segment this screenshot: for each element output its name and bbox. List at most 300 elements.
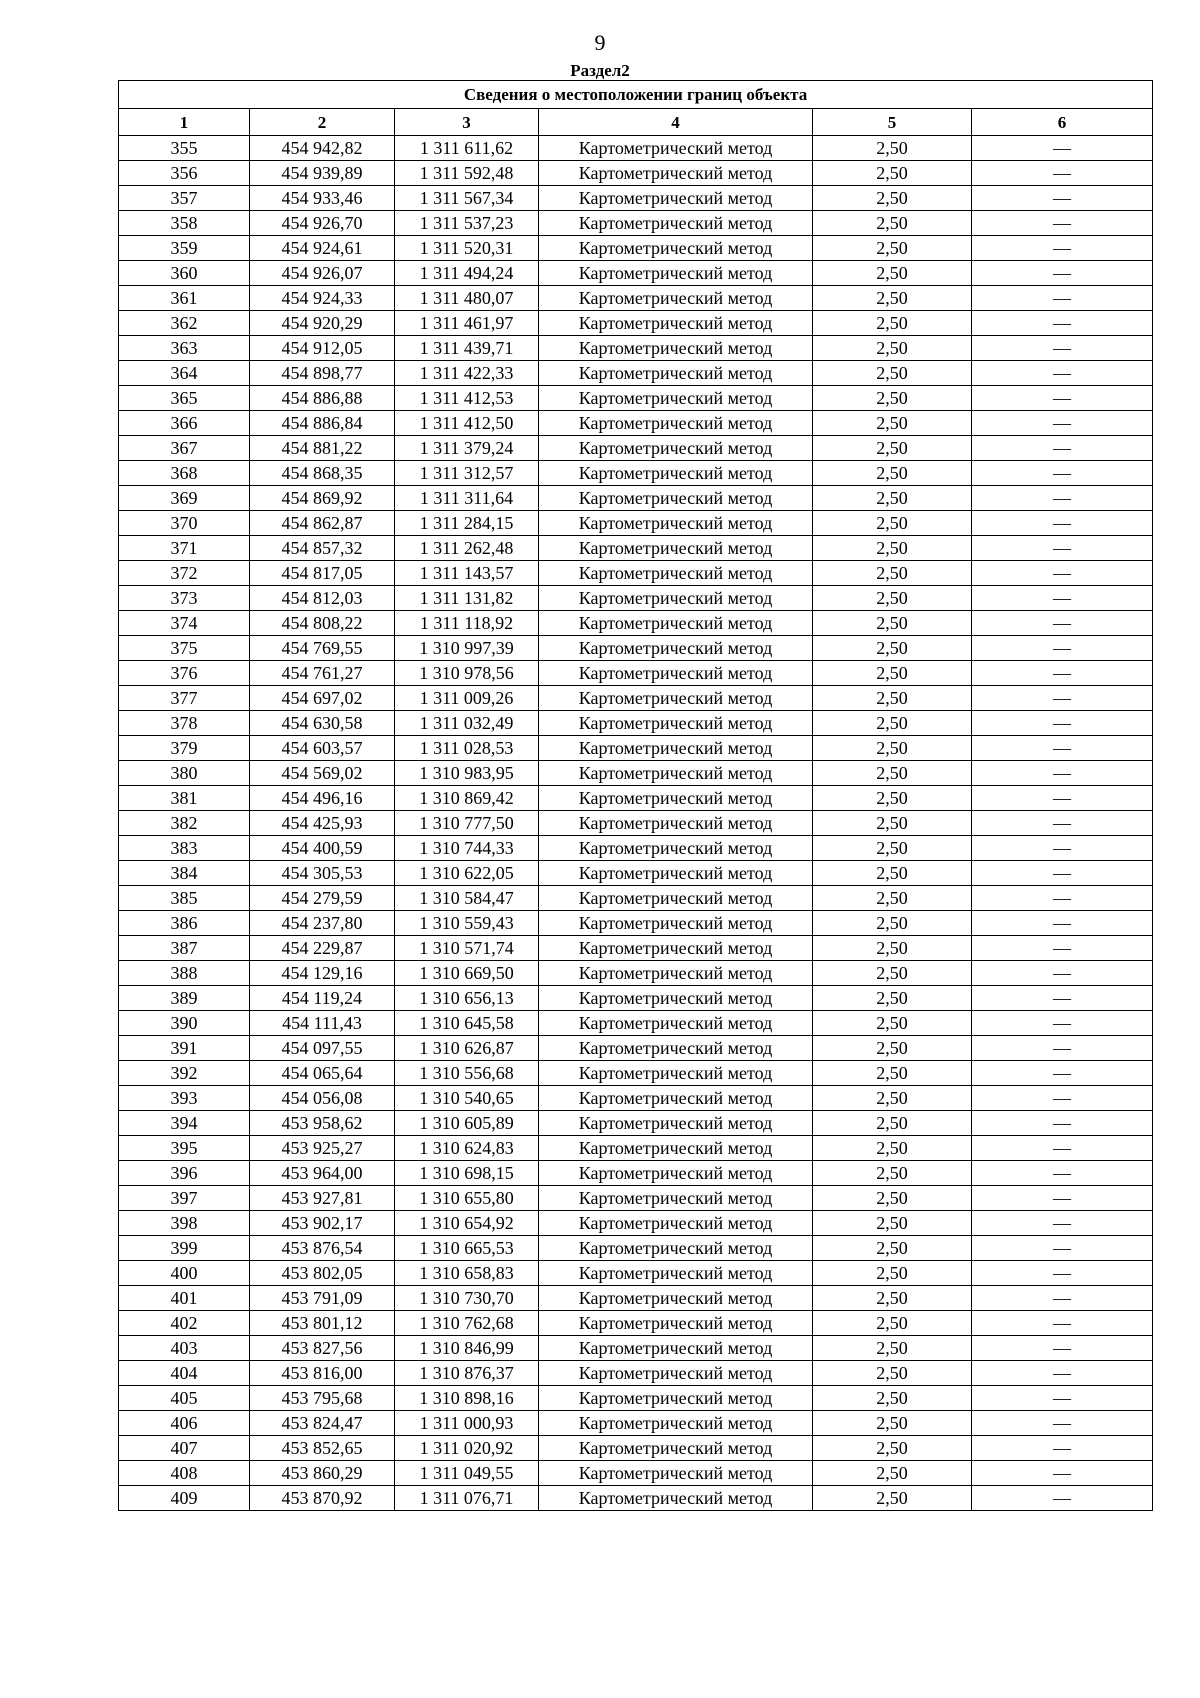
y-coordinate-cell: 1 311 480,07 <box>395 286 539 311</box>
description-cell: — <box>972 986 1153 1011</box>
accuracy-cell: 2,50 <box>813 486 972 511</box>
y-coordinate-cell: 1 310 669,50 <box>395 961 539 986</box>
accuracy-cell: 2,50 <box>813 1236 972 1261</box>
x-coordinate-cell: 454 920,29 <box>250 311 395 336</box>
y-coordinate-cell: 1 311 567,34 <box>395 186 539 211</box>
table-caption: Сведения о местоположении границ объекта <box>119 81 1153 109</box>
x-coordinate-cell: 454 898,77 <box>250 361 395 386</box>
x-coordinate-cell: 454 926,07 <box>250 261 395 286</box>
description-cell: — <box>972 586 1153 611</box>
method-cell: Картометрический метод <box>539 1211 813 1236</box>
point-number-cell: 375 <box>119 636 250 661</box>
accuracy-cell: 2,50 <box>813 736 972 761</box>
point-number-cell: 401 <box>119 1286 250 1311</box>
column-number: 4 <box>539 109 813 136</box>
x-coordinate-cell: 454 761,27 <box>250 661 395 686</box>
accuracy-cell: 2,50 <box>813 686 972 711</box>
method-cell: Картометрический метод <box>539 1386 813 1411</box>
column-number-row <box>119 109 1153 136</box>
point-number-cell: 397 <box>119 1186 250 1211</box>
accuracy-cell: 2,50 <box>813 886 972 911</box>
table-row <box>119 186 1153 211</box>
y-coordinate-cell: 1 310 584,47 <box>395 886 539 911</box>
description-cell: — <box>972 536 1153 561</box>
accuracy-cell: 2,50 <box>813 1011 972 1036</box>
table-row <box>119 836 1153 861</box>
method-cell: Картометрический метод <box>539 386 813 411</box>
table-row <box>119 986 1153 1011</box>
table-row <box>119 1011 1153 1036</box>
accuracy-cell: 2,50 <box>813 411 972 436</box>
point-number-cell: 405 <box>119 1386 250 1411</box>
point-number-cell: 369 <box>119 486 250 511</box>
table-row <box>119 436 1153 461</box>
y-coordinate-cell: 1 310 658,83 <box>395 1261 539 1286</box>
x-coordinate-cell: 453 791,09 <box>250 1286 395 1311</box>
x-coordinate-cell: 454 119,24 <box>250 986 395 1011</box>
method-cell: Картометрический метод <box>539 1186 813 1211</box>
y-coordinate-cell: 1 310 654,92 <box>395 1211 539 1236</box>
method-cell: Картометрический метод <box>539 836 813 861</box>
method-cell: Картометрический метод <box>539 461 813 486</box>
y-coordinate-cell: 1 310 762,68 <box>395 1311 539 1336</box>
table-row <box>119 1136 1153 1161</box>
point-number-cell: 379 <box>119 736 250 761</box>
description-cell: — <box>972 1311 1153 1336</box>
point-number-cell: 406 <box>119 1411 250 1436</box>
x-coordinate-cell: 454 603,57 <box>250 736 395 761</box>
y-coordinate-cell: 1 311 076,71 <box>395 1486 539 1511</box>
description-cell: — <box>972 336 1153 361</box>
y-coordinate-cell: 1 311 143,57 <box>395 561 539 586</box>
x-coordinate-cell: 454 630,58 <box>250 711 395 736</box>
accuracy-cell: 2,50 <box>813 436 972 461</box>
method-cell: Картометрический метод <box>539 311 813 336</box>
accuracy-cell: 2,50 <box>813 711 972 736</box>
point-number-cell: 361 <box>119 286 250 311</box>
y-coordinate-cell: 1 311 520,31 <box>395 236 539 261</box>
method-cell: Картометрический метод <box>539 236 813 261</box>
method-cell: Картометрический метод <box>539 1486 813 1511</box>
x-coordinate-cell: 454 886,88 <box>250 386 395 411</box>
method-cell: Картометрический метод <box>539 636 813 661</box>
y-coordinate-cell: 1 310 645,58 <box>395 1011 539 1036</box>
x-coordinate-cell: 453 860,29 <box>250 1461 395 1486</box>
description-cell: — <box>972 711 1153 736</box>
description-cell: — <box>972 186 1153 211</box>
table-row <box>119 1336 1153 1361</box>
boundary-coordinates-table <box>118 80 1153 1511</box>
description-cell: — <box>972 386 1153 411</box>
y-coordinate-cell: 1 311 032,49 <box>395 711 539 736</box>
description-cell: — <box>972 211 1153 236</box>
y-coordinate-cell: 1 311 412,53 <box>395 386 539 411</box>
x-coordinate-cell: 454 769,55 <box>250 636 395 661</box>
description-cell: — <box>972 1011 1153 1036</box>
y-coordinate-cell: 1 311 611,62 <box>395 136 539 161</box>
table-caption-row <box>119 81 1153 109</box>
x-coordinate-cell: 454 065,64 <box>250 1061 395 1086</box>
table-row <box>119 486 1153 511</box>
table-row <box>119 886 1153 911</box>
method-cell: Картометрический метод <box>539 511 813 536</box>
y-coordinate-cell: 1 311 262,48 <box>395 536 539 561</box>
column-number: 1 <box>119 109 250 136</box>
table-row <box>119 361 1153 386</box>
accuracy-cell: 2,50 <box>813 861 972 886</box>
point-number-cell: 378 <box>119 711 250 736</box>
description-cell: — <box>972 136 1153 161</box>
y-coordinate-cell: 1 311 049,55 <box>395 1461 539 1486</box>
y-coordinate-cell: 1 310 876,37 <box>395 1361 539 1386</box>
section-title: Раздел2 <box>570 61 630 80</box>
point-number-cell: 357 <box>119 186 250 211</box>
method-cell: Картометрический метод <box>539 161 813 186</box>
description-cell: — <box>972 311 1153 336</box>
table-row <box>119 1211 1153 1236</box>
accuracy-cell: 2,50 <box>813 986 972 1011</box>
table-row <box>119 336 1153 361</box>
method-cell: Картометрический метод <box>539 1436 813 1461</box>
method-cell: Картометрический метод <box>539 361 813 386</box>
point-number-cell: 364 <box>119 361 250 386</box>
table-row <box>119 311 1153 336</box>
description-cell: — <box>972 1336 1153 1361</box>
method-cell: Картометрический метод <box>539 861 813 886</box>
table-row <box>119 261 1153 286</box>
description-cell: — <box>972 1136 1153 1161</box>
point-number-cell: 383 <box>119 836 250 861</box>
method-cell: Картометрический метод <box>539 811 813 836</box>
table-row <box>119 136 1153 161</box>
y-coordinate-cell: 1 310 556,68 <box>395 1061 539 1086</box>
table-body <box>119 136 1153 1511</box>
method-cell: Картометрический метод <box>539 211 813 236</box>
y-coordinate-cell: 1 311 537,23 <box>395 211 539 236</box>
y-coordinate-cell: 1 310 626,87 <box>395 1036 539 1061</box>
x-coordinate-cell: 453 964,00 <box>250 1161 395 1186</box>
table-row <box>119 211 1153 236</box>
method-cell: Картометрический метод <box>539 436 813 461</box>
column-number: 5 <box>813 109 972 136</box>
y-coordinate-cell: 1 310 540,65 <box>395 1086 539 1111</box>
point-number-cell: 407 <box>119 1436 250 1461</box>
point-number-cell: 381 <box>119 786 250 811</box>
x-coordinate-cell: 453 870,92 <box>250 1486 395 1511</box>
column-number: 2 <box>250 109 395 136</box>
accuracy-cell: 2,50 <box>813 586 972 611</box>
point-number-cell: 380 <box>119 761 250 786</box>
method-cell: Картометрический метод <box>539 911 813 936</box>
accuracy-cell: 2,50 <box>813 386 972 411</box>
description-cell: — <box>972 1361 1153 1386</box>
point-number-cell: 358 <box>119 211 250 236</box>
description-cell: — <box>972 636 1153 661</box>
table-row <box>119 1411 1153 1436</box>
table-row <box>119 761 1153 786</box>
y-coordinate-cell: 1 310 898,16 <box>395 1386 539 1411</box>
description-cell: — <box>972 1061 1153 1086</box>
x-coordinate-cell: 454 229,87 <box>250 936 395 961</box>
y-coordinate-cell: 1 311 131,82 <box>395 586 539 611</box>
method-cell: Картометрический метод <box>539 411 813 436</box>
table-row <box>119 386 1153 411</box>
x-coordinate-cell: 453 852,65 <box>250 1436 395 1461</box>
point-number-cell: 368 <box>119 461 250 486</box>
accuracy-cell: 2,50 <box>813 261 972 286</box>
table-row <box>119 661 1153 686</box>
description-cell: — <box>972 686 1153 711</box>
y-coordinate-cell: 1 310 605,89 <box>395 1111 539 1136</box>
point-number-cell: 365 <box>119 386 250 411</box>
accuracy-cell: 2,50 <box>813 1061 972 1086</box>
accuracy-cell: 2,50 <box>813 361 972 386</box>
table-row <box>119 1061 1153 1086</box>
accuracy-cell: 2,50 <box>813 1211 972 1236</box>
accuracy-cell: 2,50 <box>813 1486 972 1511</box>
accuracy-cell: 2,50 <box>813 1286 972 1311</box>
y-coordinate-cell: 1 311 020,92 <box>395 1436 539 1461</box>
method-cell: Картометрический метод <box>539 936 813 961</box>
point-number-cell: 403 <box>119 1336 250 1361</box>
x-coordinate-cell: 454 926,70 <box>250 211 395 236</box>
description-cell: — <box>972 461 1153 486</box>
description-cell: — <box>972 1261 1153 1286</box>
accuracy-cell: 2,50 <box>813 236 972 261</box>
table-row <box>119 1361 1153 1386</box>
accuracy-cell: 2,50 <box>813 186 972 211</box>
point-number-cell: 400 <box>119 1261 250 1286</box>
description-cell: — <box>972 1436 1153 1461</box>
accuracy-cell: 2,50 <box>813 1386 972 1411</box>
x-coordinate-cell: 453 801,12 <box>250 1311 395 1336</box>
method-cell: Картометрический метод <box>539 1161 813 1186</box>
method-cell: Картометрический метод <box>539 1261 813 1286</box>
x-coordinate-cell: 454 400,59 <box>250 836 395 861</box>
description-cell: — <box>972 511 1153 536</box>
x-coordinate-cell: 454 886,84 <box>250 411 395 436</box>
x-coordinate-cell: 453 902,17 <box>250 1211 395 1236</box>
point-number-cell: 362 <box>119 311 250 336</box>
y-coordinate-cell: 1 310 571,74 <box>395 936 539 961</box>
accuracy-cell: 2,50 <box>813 1411 972 1436</box>
table-row <box>119 1036 1153 1061</box>
method-cell: Картометрический метод <box>539 486 813 511</box>
point-number-cell: 386 <box>119 911 250 936</box>
point-number-cell: 395 <box>119 1136 250 1161</box>
description-cell: — <box>972 936 1153 961</box>
point-number-cell: 382 <box>119 811 250 836</box>
x-coordinate-cell: 454 912,05 <box>250 336 395 361</box>
method-cell: Картометрический метод <box>539 1236 813 1261</box>
point-number-cell: 360 <box>119 261 250 286</box>
description-cell: — <box>972 1111 1153 1136</box>
y-coordinate-cell: 1 310 665,53 <box>395 1236 539 1261</box>
y-coordinate-cell: 1 311 009,26 <box>395 686 539 711</box>
y-coordinate-cell: 1 310 622,05 <box>395 861 539 886</box>
point-number-cell: 391 <box>119 1036 250 1061</box>
point-number-cell: 385 <box>119 886 250 911</box>
y-coordinate-cell: 1 310 869,42 <box>395 786 539 811</box>
x-coordinate-cell: 453 876,54 <box>250 1236 395 1261</box>
method-cell: Картометрический метод <box>539 961 813 986</box>
description-cell: — <box>972 736 1153 761</box>
y-coordinate-cell: 1 310 978,56 <box>395 661 539 686</box>
accuracy-cell: 2,50 <box>813 1436 972 1461</box>
method-cell: Картометрический метод <box>539 711 813 736</box>
table-row <box>119 1461 1153 1486</box>
accuracy-cell: 2,50 <box>813 161 972 186</box>
description-cell: — <box>972 1411 1153 1436</box>
method-cell: Картометрический метод <box>539 611 813 636</box>
x-coordinate-cell: 454 869,92 <box>250 486 395 511</box>
y-coordinate-cell: 1 310 698,15 <box>395 1161 539 1186</box>
description-cell: — <box>972 1286 1153 1311</box>
description-cell: — <box>972 611 1153 636</box>
description-cell: — <box>972 486 1153 511</box>
x-coordinate-cell: 454 097,55 <box>250 1036 395 1061</box>
point-number-cell: 399 <box>119 1236 250 1261</box>
table-row <box>119 586 1153 611</box>
x-coordinate-cell: 453 925,27 <box>250 1136 395 1161</box>
table-row <box>119 686 1153 711</box>
table-row <box>119 1261 1153 1286</box>
x-coordinate-cell: 454 808,22 <box>250 611 395 636</box>
accuracy-cell: 2,50 <box>813 311 972 336</box>
method-cell: Картометрический метод <box>539 586 813 611</box>
accuracy-cell: 2,50 <box>813 961 972 986</box>
point-number-cell: 409 <box>119 1486 250 1511</box>
x-coordinate-cell: 454 942,82 <box>250 136 395 161</box>
description-cell: — <box>972 236 1153 261</box>
table-row <box>119 1161 1153 1186</box>
description-cell: — <box>972 661 1153 686</box>
x-coordinate-cell: 454 111,43 <box>250 1011 395 1036</box>
y-coordinate-cell: 1 310 730,70 <box>395 1286 539 1311</box>
table-row <box>119 961 1153 986</box>
y-coordinate-cell: 1 311 118,92 <box>395 611 539 636</box>
x-coordinate-cell: 454 817,05 <box>250 561 395 586</box>
point-number-cell: 384 <box>119 861 250 886</box>
y-coordinate-cell: 1 310 744,33 <box>395 836 539 861</box>
table-row <box>119 861 1153 886</box>
table-row <box>119 161 1153 186</box>
table-row <box>119 786 1153 811</box>
method-cell: Картометрический метод <box>539 1086 813 1111</box>
table-row <box>119 511 1153 536</box>
point-number-cell: 371 <box>119 536 250 561</box>
description-cell: — <box>972 961 1153 986</box>
accuracy-cell: 2,50 <box>813 636 972 661</box>
method-cell: Картометрический метод <box>539 1361 813 1386</box>
method-cell: Картометрический метод <box>539 736 813 761</box>
description-cell: — <box>972 1086 1153 1111</box>
method-cell: Картометрический метод <box>539 1061 813 1086</box>
x-coordinate-cell: 453 816,00 <box>250 1361 395 1386</box>
point-number-cell: 394 <box>119 1111 250 1136</box>
description-cell: — <box>972 161 1153 186</box>
description-cell: — <box>972 761 1153 786</box>
table-row <box>119 411 1153 436</box>
accuracy-cell: 2,50 <box>813 611 972 636</box>
description-cell: — <box>972 286 1153 311</box>
point-number-cell: 398 <box>119 1211 250 1236</box>
x-coordinate-cell: 454 129,16 <box>250 961 395 986</box>
accuracy-cell: 2,50 <box>813 786 972 811</box>
accuracy-cell: 2,50 <box>813 1261 972 1286</box>
method-cell: Картометрический метод <box>539 561 813 586</box>
point-number-cell: 372 <box>119 561 250 586</box>
x-coordinate-cell: 454 868,35 <box>250 461 395 486</box>
y-coordinate-cell: 1 311 028,53 <box>395 736 539 761</box>
table-row <box>119 236 1153 261</box>
accuracy-cell: 2,50 <box>813 1111 972 1136</box>
accuracy-cell: 2,50 <box>813 511 972 536</box>
table-row <box>119 736 1153 761</box>
table-row <box>119 536 1153 561</box>
method-cell: Картометрический метод <box>539 336 813 361</box>
accuracy-cell: 2,50 <box>813 536 972 561</box>
table-row <box>119 1436 1153 1461</box>
accuracy-cell: 2,50 <box>813 1361 972 1386</box>
point-number-cell: 387 <box>119 936 250 961</box>
accuracy-cell: 2,50 <box>813 661 972 686</box>
table-row <box>119 1486 1153 1511</box>
y-coordinate-cell: 1 310 983,95 <box>395 761 539 786</box>
accuracy-cell: 2,50 <box>813 836 972 861</box>
accuracy-cell: 2,50 <box>813 1161 972 1186</box>
y-coordinate-cell: 1 311 592,48 <box>395 161 539 186</box>
accuracy-cell: 2,50 <box>813 211 972 236</box>
description-cell: — <box>972 1161 1153 1186</box>
description-cell: — <box>972 886 1153 911</box>
y-coordinate-cell: 1 311 461,97 <box>395 311 539 336</box>
method-cell: Картометрический метод <box>539 986 813 1011</box>
point-number-cell: 374 <box>119 611 250 636</box>
y-coordinate-cell: 1 310 559,43 <box>395 911 539 936</box>
description-cell: — <box>972 811 1153 836</box>
method-cell: Картометрический метод <box>539 286 813 311</box>
description-cell: — <box>972 1461 1153 1486</box>
y-coordinate-cell: 1 311 312,57 <box>395 461 539 486</box>
method-cell: Картометрический метод <box>539 1336 813 1361</box>
x-coordinate-cell: 454 237,80 <box>250 911 395 936</box>
point-number-cell: 363 <box>119 336 250 361</box>
table-row <box>119 611 1153 636</box>
method-cell: Картометрический метод <box>539 886 813 911</box>
point-number-cell: 404 <box>119 1361 250 1386</box>
point-number-cell: 396 <box>119 1161 250 1186</box>
table-row <box>119 1236 1153 1261</box>
y-coordinate-cell: 1 310 777,50 <box>395 811 539 836</box>
method-cell: Картометрический метод <box>539 686 813 711</box>
y-coordinate-cell: 1 311 412,50 <box>395 411 539 436</box>
x-coordinate-cell: 454 569,02 <box>250 761 395 786</box>
description-cell: — <box>972 1211 1153 1236</box>
y-coordinate-cell: 1 311 494,24 <box>395 261 539 286</box>
point-number-cell: 408 <box>119 1461 250 1486</box>
method-cell: Картометрический метод <box>539 761 813 786</box>
accuracy-cell: 2,50 <box>813 336 972 361</box>
table-row <box>119 1386 1153 1411</box>
point-number-cell: 359 <box>119 236 250 261</box>
method-cell: Картометрический метод <box>539 1411 813 1436</box>
accuracy-cell: 2,50 <box>813 936 972 961</box>
accuracy-cell: 2,50 <box>813 1186 972 1211</box>
page-number: 9 <box>594 30 606 55</box>
description-cell: — <box>972 361 1153 386</box>
table-row <box>119 461 1153 486</box>
